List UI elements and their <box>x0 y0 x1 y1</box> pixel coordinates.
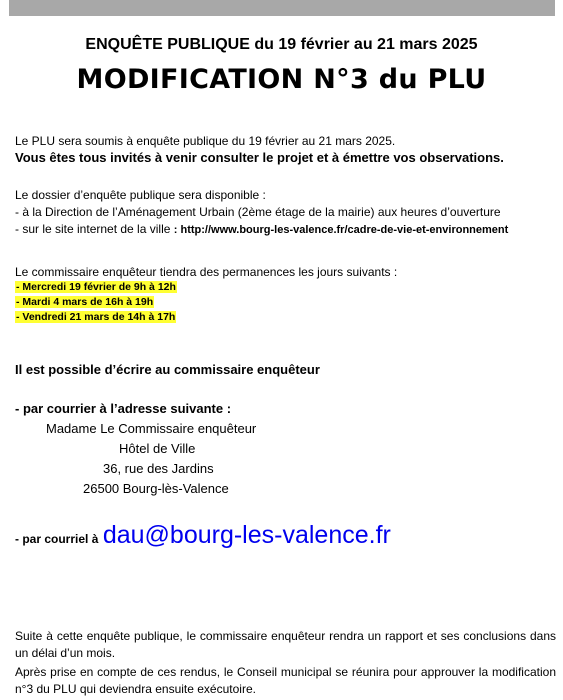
dossier-item-website <box>15 222 508 236</box>
dossier-heading: Le dossier d’enquête publique sera disponible : <box>15 188 266 202</box>
top-bar <box>9 0 555 16</box>
address-line: Madame Le Commissaire enquêteur <box>46 421 257 436</box>
closing-paragraph-report: Suite à cette enquête publique, le commissaire enquêteur rendra un rapport et ses conclusions dans un délai d’un mois. <box>15 629 556 660</box>
page-title: ENQUÊTE PUBLIQUE du 19 février au 21 mars 2025 <box>85 36 478 53</box>
permanence-date: - Vendredi 21 mars de 14h à 17h <box>16 311 176 323</box>
dossier-item-website-label: - sur le site internet de la ville <box>15 222 171 236</box>
closing-paragraph-approval: Après prise en compte de ces rendus, le Conseil municipal se réunira pour approuver la modification n°3 du PLU qui deviendra ensuite exécutoire. <box>15 665 556 696</box>
page-subtitle: MODIFICATION N°3 du PLU <box>76 64 487 95</box>
address-line: 26500 Bourg-lès-Valence <box>83 481 229 496</box>
permanence-date: - Mardi 4 mars de 16h à 19h <box>16 296 154 308</box>
address-line: 36, rue des Jardins <box>103 461 214 476</box>
dossier-item-direction: - à la Direction de l’Aménagement Urbain (2ème étage de la mairie) aux heures d’ouverture <box>15 205 501 219</box>
write-heading: Il est possible d’écrire au commissaire enquêteur <box>15 362 320 377</box>
mail-label: - par courrier à l’adresse suivante : <box>15 401 232 416</box>
permanence-date: - Mercredi 19 février de 9h à 12h <box>16 281 176 293</box>
email-row <box>15 521 391 555</box>
intro-line: Le PLU sera soumis à enquête publique du 19 février au 21 mars 2025. <box>15 134 396 148</box>
address-line: Hôtel de Ville <box>119 441 196 456</box>
website-link[interactable]: : http://www.bourg-les-valence.fr/cadre-de-vie-et-environnement <box>173 224 509 236</box>
email-link[interactable]: dau@bourg-les-valence.fr <box>102 521 391 549</box>
intro-invitation: Vous êtes tous invités à venir consulter le projet et à émettre vos observations. <box>15 150 504 165</box>
email-label: - par courriel à <box>15 532 99 546</box>
permanences-heading: Le commissaire enquêteur tiendra des permanences les jours suivants : <box>15 265 398 279</box>
